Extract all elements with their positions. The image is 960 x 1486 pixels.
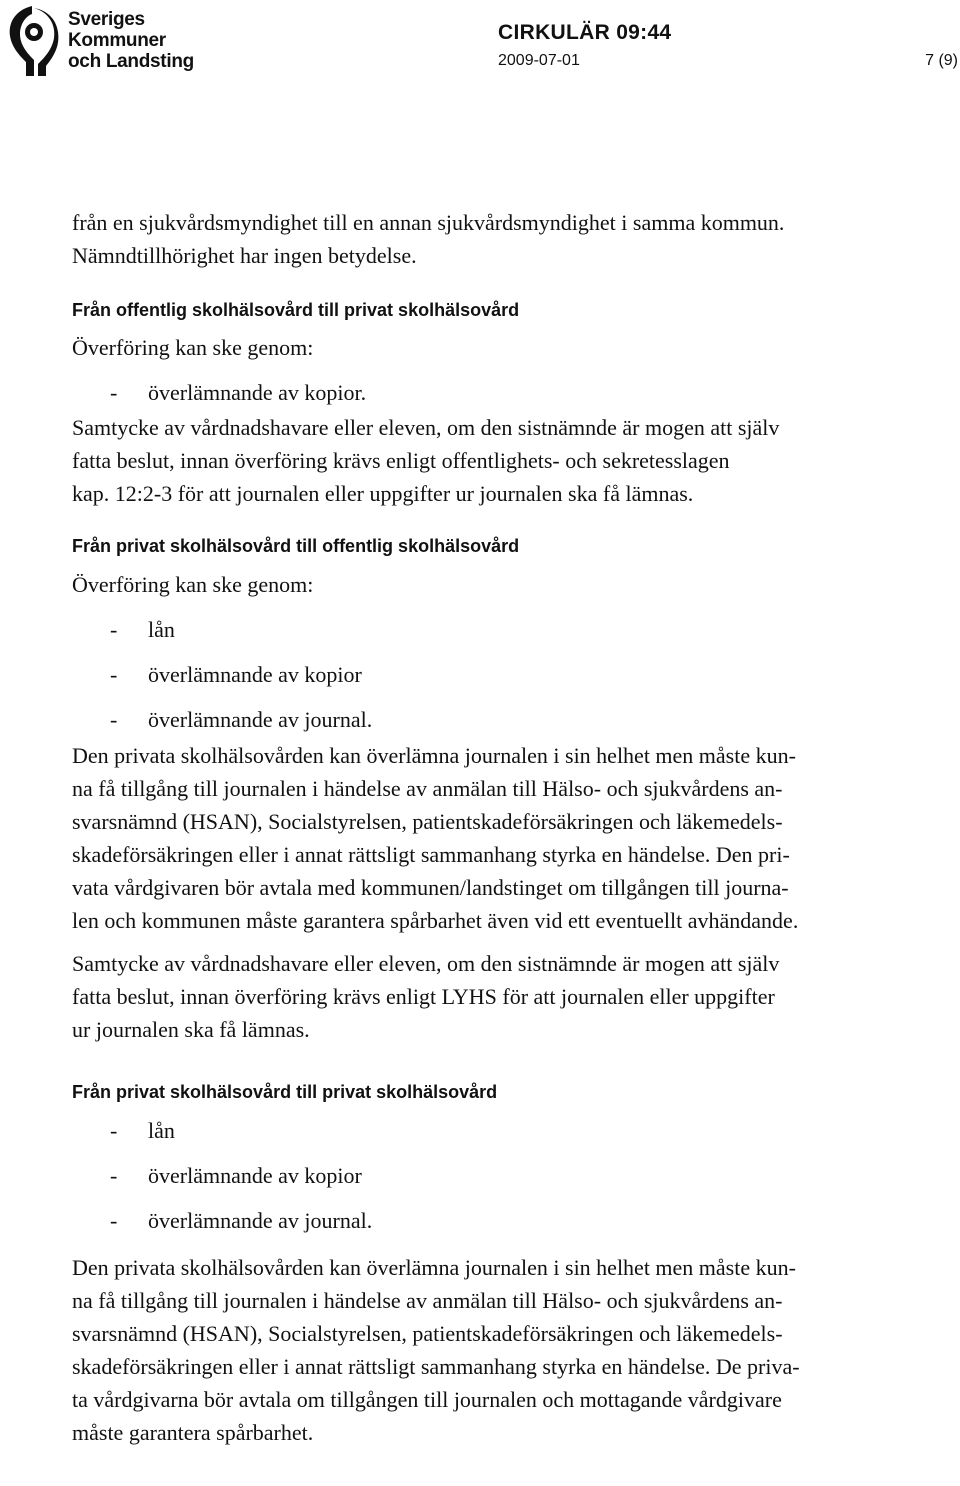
list-item-text: överlämnande av kopior: [148, 1163, 362, 1188]
list-item-text: överlämnande av kopior.: [148, 380, 367, 405]
list-item: [72, 376, 932, 409]
intro-paragraph: [72, 206, 932, 272]
dash-marker: -: [110, 1163, 118, 1188]
text-line: Samtycke av vårdnadshavare eller eleven, om den sistnämnde är mogen att själv: [72, 951, 780, 976]
section-heading: Från offentlig skolhälsovård till privat skolhälsovård: [72, 300, 520, 320]
list-item-text: lån: [148, 1118, 175, 1143]
text-line: fatta beslut, innan överföring krävs enligt LYHS för att journalen eller uppgifter: [72, 984, 775, 1009]
list-item: [72, 613, 932, 646]
text-line: Samtycke av vårdnadshavare eller eleven, om den sistnämnde är mogen att själv: [72, 415, 780, 440]
list-item-text: överlämnande av journal.: [148, 1208, 373, 1233]
list-item-text: överlämnande av kopior: [148, 662, 362, 687]
text-line: Den privata skolhälsovården kan överlämna journalen i sin helhet men måste kun-: [72, 1255, 796, 1280]
list-item: [72, 1159, 932, 1192]
list-item: [72, 1204, 932, 1237]
logo-line-1: Sveriges: [68, 9, 145, 30]
body-paragraph: [72, 411, 932, 510]
text-line: svarsnämnd (HSAN), Socialstyrelsen, patientskadeförsäkringen och läkemedels-: [72, 1321, 783, 1346]
text-line: len och kommunen måste garantera spårbarhet även vid ett eventuellt avhändande.: [72, 908, 799, 933]
bullet-list: [72, 376, 932, 409]
body-paragraph: [72, 739, 932, 937]
section-heading: Från privat skolhälsovård till privat skolhälsovård: [72, 1082, 498, 1102]
text-line: kap. 12:2-3 för att journalen eller uppgifter ur journalen ska få lämnas.: [72, 481, 694, 506]
body-paragraph: [72, 947, 932, 1046]
list-item: [72, 658, 932, 691]
body-paragraph: [72, 1251, 932, 1449]
section-lead: Överföring kan ske genom:: [72, 572, 314, 597]
text-line: Den privata skolhälsovården kan överlämna journalen i sin helhet men måste kun-: [72, 743, 796, 768]
dash-marker: -: [110, 662, 118, 687]
organization-logo-text: [68, 9, 194, 72]
document-title: CIRKULÄR 09:44: [498, 21, 672, 44]
skl-logo-mark-icon: [4, 4, 60, 78]
text-line: måste garantera spårbarhet.: [72, 1420, 314, 1445]
text-line: fatta beslut, innan överföring krävs enligt offentlighets- och sekretesslagen: [72, 448, 730, 473]
section-lead: Överföring kan ske genom:: [72, 335, 314, 360]
list-item: [72, 1114, 932, 1147]
text-line: ur journalen ska få lämnas.: [72, 1017, 310, 1042]
dash-marker: -: [110, 380, 118, 405]
text-line: skadeförsäkringen eller i annat rättsligt sammanhang styrka en händelse. Den pri-: [72, 842, 790, 867]
text-line: svarsnämnd (HSAN), Socialstyrelsen, patientskadeförsäkringen och läkemedels-: [72, 809, 783, 834]
dash-marker: -: [110, 617, 118, 642]
logo-line-3: och Landsting: [68, 51, 194, 72]
bullet-list: [72, 1114, 932, 1237]
dash-marker: -: [110, 707, 118, 732]
document-header: [0, 0, 960, 90]
text-line: vata vårdgivaren bör avtala med kommunen/landstinget om tillgången till journa-: [72, 875, 789, 900]
section-heading: Från privat skolhälsovård till offentlig skolhälsovård: [72, 536, 520, 556]
list-item-text: lån: [148, 617, 175, 642]
text-line: na få tillgång till journalen i händelse av anmälan till Hälso- och sjukvårdens an-: [72, 1288, 783, 1313]
text-line: na få tillgång till journalen i händelse av anmälan till Hälso- och sjukvårdens an-: [72, 776, 783, 801]
document-date: 2009-07-01: [498, 52, 580, 69]
list-item: [72, 703, 932, 736]
text-line: från en sjukvårdsmyndighet till en annan sjukvårdsmyndighet i samma kommun.: [72, 210, 785, 235]
text-line: ta vårdgivarna bör avtala om tillgången till journalen och mottagande vårdgivare: [72, 1387, 782, 1412]
text-line: Nämndtillhörighet har ingen betydelse.: [72, 243, 417, 268]
bullet-list: [72, 613, 932, 736]
text-line: skadeförsäkringen eller i annat rättsligt sammanhang styrka en händelse. De priva-: [72, 1354, 800, 1379]
list-item-text: överlämnande av journal.: [148, 707, 373, 732]
dash-marker: -: [110, 1118, 118, 1143]
page-number: 7 (9): [925, 52, 958, 69]
logo-line-2: Kommuner: [68, 30, 166, 51]
document-body: [72, 206, 932, 1449]
dash-marker: -: [110, 1208, 118, 1233]
